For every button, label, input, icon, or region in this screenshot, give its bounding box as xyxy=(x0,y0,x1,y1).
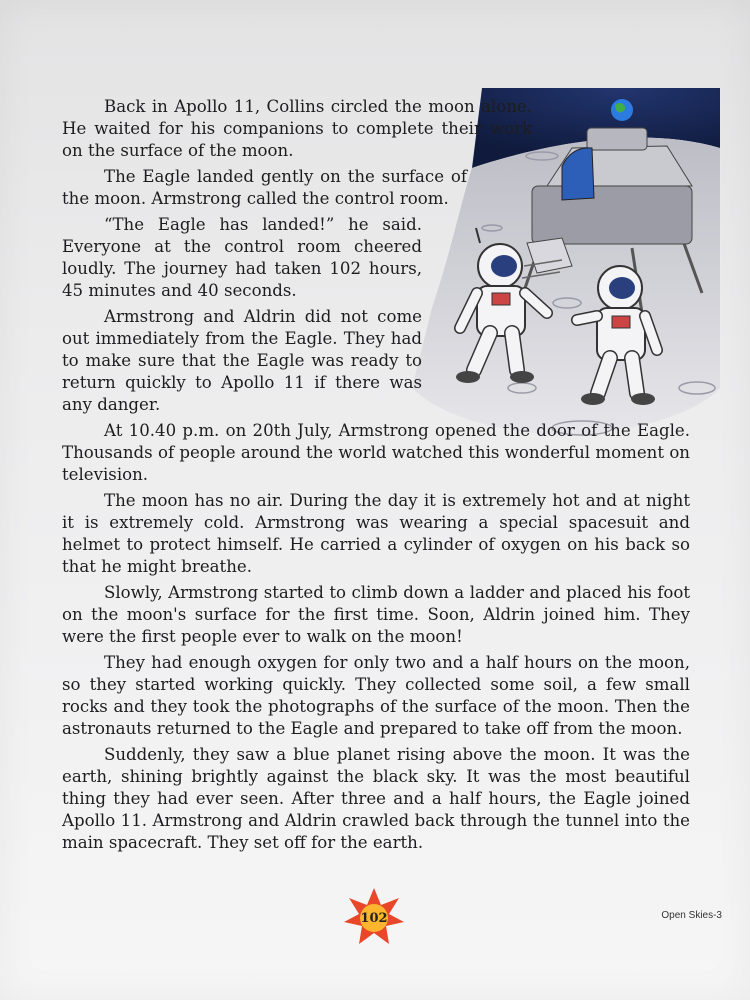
paragraph: Slowly, Armstrong started to climb down a ladder and placed his foot on the moon's surface for the first time. Soon, Aldrin joined him. They were the first people ever to walk on the moon! xyxy=(62,583,690,646)
paragraph: The Eagle landed gently on the surface of the moon. Armstrong called the control room. xyxy=(62,167,467,208)
paragraph: They had enough oxygen for only two and a half hours on the moon, so they started working quickly. They collected some soil, a few small rocks and they took the photographs of the surface of the moon. Then the astronauts returned to the Eagle and prepared to take off from the moon. xyxy=(62,653,690,738)
paragraph: The moon has no air. During the day it is extremely hot and at night it is extremely cold. Armstrong was wearing a special spacesuit and helmet to protect himself. He carried a cylinder of oxygen on his back so that he might breathe. xyxy=(62,491,690,576)
story-text xyxy=(62,96,690,858)
paragraph: “The Eagle has landed!” he said. Everyone at the control room cheered loudly. The journey had taken 102 hours, 45 minutes and 40 seconds. xyxy=(62,215,422,300)
paragraph: Suddenly, they saw a blue planet rising above the moon. It was the earth, shining brightly against the black sky. It was the most beautiful thing they had ever seen. After three and a half hours, the Eagle joined Apollo 11. Armstrong and Aldrin crawled back through the tunnel into the main spacecraft. They set off for the earth. xyxy=(62,745,690,852)
page-number: 102 xyxy=(360,910,388,926)
series-title: Open Skies-3 xyxy=(661,910,722,921)
paragraph: At 10.40 p.m. on 20th July, Armstrong opened the door of the Eagle. Thousands of people around the world watched this wonderful moment on television. xyxy=(62,421,690,484)
paragraph: Armstrong and Aldrin did not come out immediately from the Eagle. They had to make sure that the Eagle was ready to return quickly to Apollo 11 if there was any danger. xyxy=(62,307,422,414)
paragraph: Back in Apollo 11, Collins circled the moon alone. He waited for his companions to complete their work on the surface of the moon. xyxy=(62,97,532,160)
